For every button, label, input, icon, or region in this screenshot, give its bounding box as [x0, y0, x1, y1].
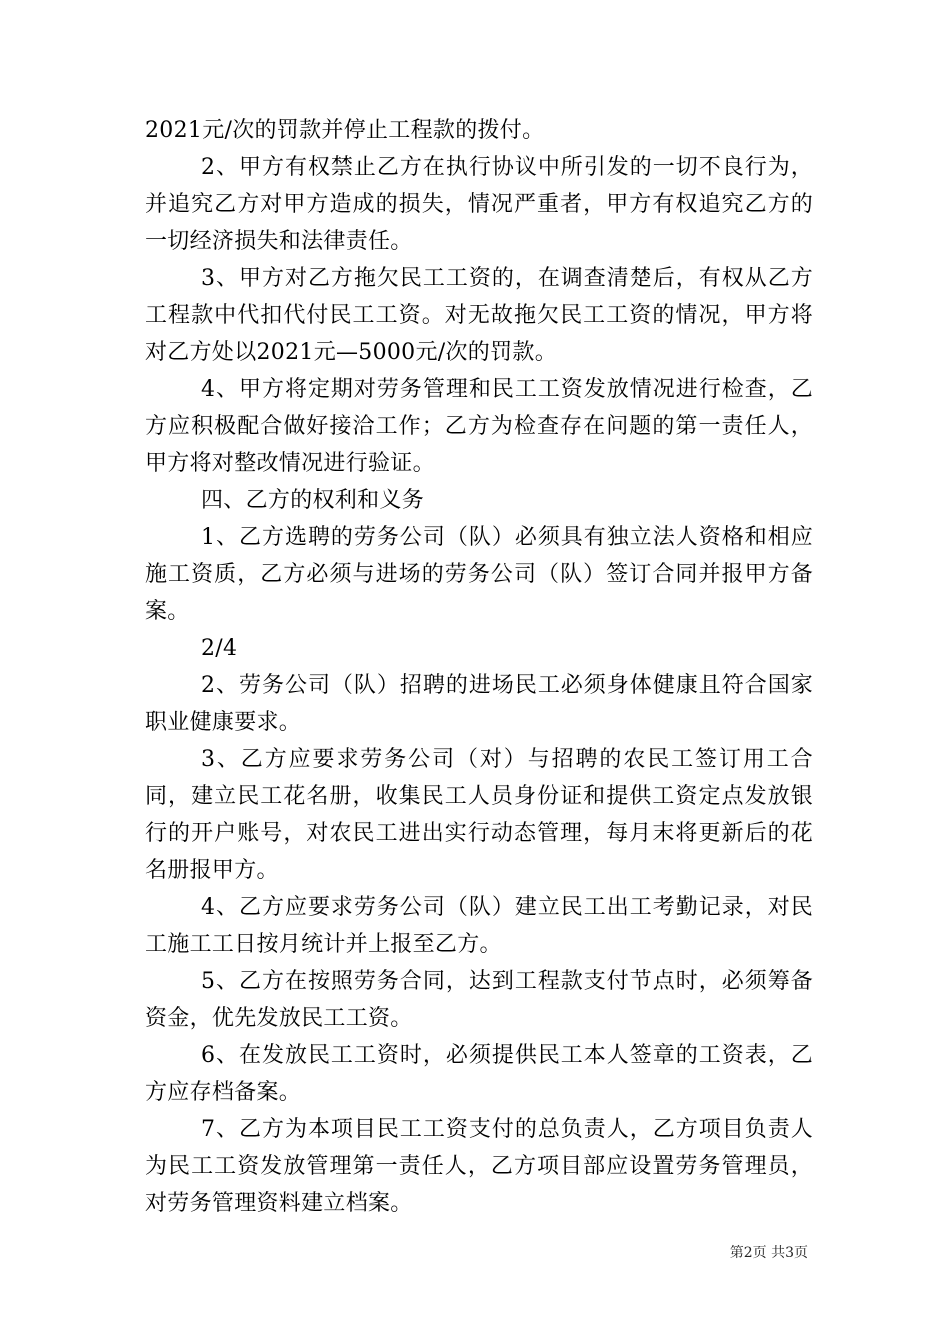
- paragraph-clause-4-4: 4、乙方应要求劳务公司（队）建立民工出工考勤记录，对民工施工工日按月统计并上报至乙方。: [145, 895, 813, 957]
- paragraph-clause-3-2: 2、甲方有权禁止乙方在执行协议中所引发的一切不良行为，并追究乙方对甲方造成的损失，情况严重者，甲方有权追究乙方的一切经济损失和法律责任。: [145, 155, 813, 254]
- page-number-footer: 第2页 共3页: [729, 1245, 808, 1261]
- section-heading-4: 四、乙方的权利和义务: [201, 488, 425, 513]
- document-body: [145, 112, 813, 1222]
- paragraph-continuation: 2021元/次的罚款并停止工程款的拨付。: [145, 118, 545, 143]
- paragraph-clause-4-2: 2、劳务公司（队）招聘的进场民工必须身体健康且符合国家职业健康要求。: [145, 673, 813, 735]
- paragraph-clause-4-6: 6、在发放民工工资时，必须提供民工本人签章的工资表，乙方应存档备案。: [145, 1043, 813, 1105]
- paragraph-clause-4-7: 7、乙方为本项目民工工资支付的总负责人，乙方项目负责人为民工工资发放管理第一责任人，乙方项目部应设置劳务管理员，对劳务管理资料建立档案。: [145, 1117, 813, 1216]
- paragraph-clause-3-4: 4、甲方将定期对劳务管理和民工工资发放情况进行检查，乙方应积极配合做好接洽工作；乙方为检查存在问题的第一责任人，甲方将对整改情况进行验证。: [145, 377, 813, 476]
- paragraph-clause-4-5: 5、乙方在按照劳务合同，达到工程款支付节点时，必须筹备资金，优先发放民工工资。: [145, 969, 813, 1031]
- inline-page-marker: 2/4: [201, 636, 238, 661]
- paragraph-clause-4-1: 1、乙方选聘的劳务公司（队）必须具有独立法人资格和相应施工资质，乙方必须与进场的劳务公司（队）签订合同并报甲方备案。: [145, 525, 813, 624]
- paragraph-clause-3-3: 3、甲方对乙方拖欠民工工资的，在调查清楚后，有权从乙方工程款中代扣代付民工工资。对无故拖欠民工工资的情况，甲方将对乙方处以2021元—5000元/次的罚款。: [145, 266, 813, 365]
- paragraph-clause-4-3: 3、乙方应要求劳务公司（对）与招聘的农民工签订用工合同，建立民工花名册，收集民工人员身份证和提供工资定点发放银行的开户账号，对农民工进出实行动态管理，每月末将更新后的花名册报甲方。: [145, 747, 813, 883]
